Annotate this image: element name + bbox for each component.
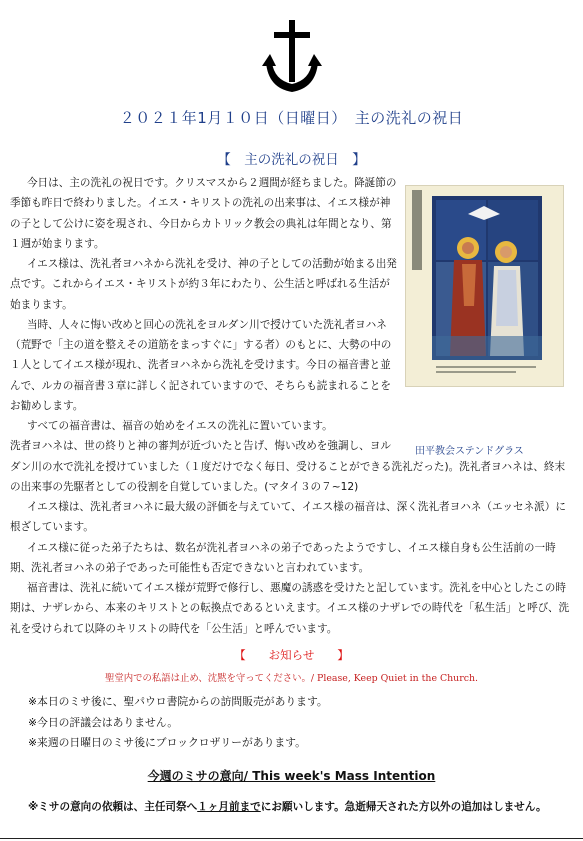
- mass-intention-title: 今週のミサの意向/ This week's Mass Intention: [147, 769, 436, 783]
- article-body: [10, 173, 573, 639]
- request-deadline: １ヶ月前まで: [197, 801, 261, 813]
- request-text-end: にお願いします。急逝帰天された方以外の追加はしません。: [260, 801, 547, 813]
- article-paragraph: 洗者ヨハネは、世の終りと神の審判が近づいたと告げ、悔い改めを強調し、ヨルダン川の水で洗礼を授けていました（１度だけでなく毎日、受けることができる洗礼だった)。洗礼者ヨハネは、終末の出来事の先駆者としての役割を自覚していました。(マタイ３の７~12): [10, 440, 566, 493]
- article-paragraph: 当時、人々に悔い改めと回心の洗礼をヨルダン川で授けていた洗礼者ヨハネ（荒野で「主の道を整えその道筋をまっすぐに」する者）のもとに、大勢の中の１人としてイエス様が現れ、洗者ヨハネから洗礼を受けます。今日の福音書と並んで、ルカの福音書３章に詳しく記されていますので、そちらも読まれることをお勧めします。: [10, 318, 392, 412]
- stained-glass-image: [405, 185, 564, 387]
- request-text: ※ミサの意向の依頼は、主任司祭へ: [28, 801, 198, 813]
- quiet-notice: 聖堂内での私語は止め、沈黙を守ってください。/ Please, Keep Quiet in the Church.: [105, 673, 478, 684]
- article-paragraph: イエス様に従った弟子たちは、数名が洗礼者ヨハネの弟子であったようですし、イエス様自身も公生活前の一時期、洗礼者ヨハネの弟子であった可能性も否定できないと言われています。: [10, 541, 556, 574]
- article-paragraph: イエス様は、洗礼者ヨハネに最大級の評価を与えていて、イエス様の福音は、深く洗礼者ヨハネ（エッセネ派）に根ざしています。: [10, 501, 566, 534]
- article-paragraph: すべての福音書は、福音の始めをイエスの洗礼に置いています。: [26, 420, 333, 432]
- notices-list: [28, 692, 328, 754]
- notice-item: ※来週の日曜日のミサ後にブロックロザリーがあります。: [28, 736, 306, 749]
- stained-glass-figure: [405, 179, 573, 457]
- image-caption: 田平教会ステンドグラス: [415, 446, 524, 457]
- page-title: ２０２１年1月１０日（日曜日） 主の洗礼の祝日: [119, 109, 464, 127]
- bottom-divider: [0, 838, 583, 839]
- notices-title: 【 お知らせ 】: [234, 648, 349, 662]
- article-paragraph: イエス様は、洗礼者ヨハネから洗礼を受け、神の子としての活動が始まる出発点です。これからイエス・キリストが約３年にわたり、公生活と呼ばれる生活が始まります。: [10, 258, 397, 311]
- mass-intention-request: [28, 800, 568, 815]
- article-paragraph: 今日は、主の洗礼の祝日です。クリスマスから２週間が経ちました。降誕節の季節も昨日で終わりました。イエス・キリストの洗礼の出来事は、イエス様が神の子として公けに姿を現され、今日からカトリック教会の典礼は年間となり、第１週が始まります。: [10, 177, 397, 250]
- notice-item: ※本日のミサ後に、聖パウロ書院からの訪問販売があります。: [28, 695, 328, 708]
- article-paragraph: 福音書は、洗礼に続いてイエス様が荒野で修行し、悪魔の誘惑を受けたと記しています。洗礼を中心としたこの時期は、ナザレから、本来のキリストとの転換点であるといえます。イエス様のナザレでの時代を「私生活」と呼び、洗礼を受けられて以降のキリストの時代を「公生活」と呼んでいます。: [10, 582, 570, 635]
- notice-item: ※今日の評議会はありません。: [28, 715, 179, 729]
- feast-subtitle: 【 主の洗礼の祝日 】: [217, 152, 366, 168]
- anchor-icon: [262, 18, 322, 98]
